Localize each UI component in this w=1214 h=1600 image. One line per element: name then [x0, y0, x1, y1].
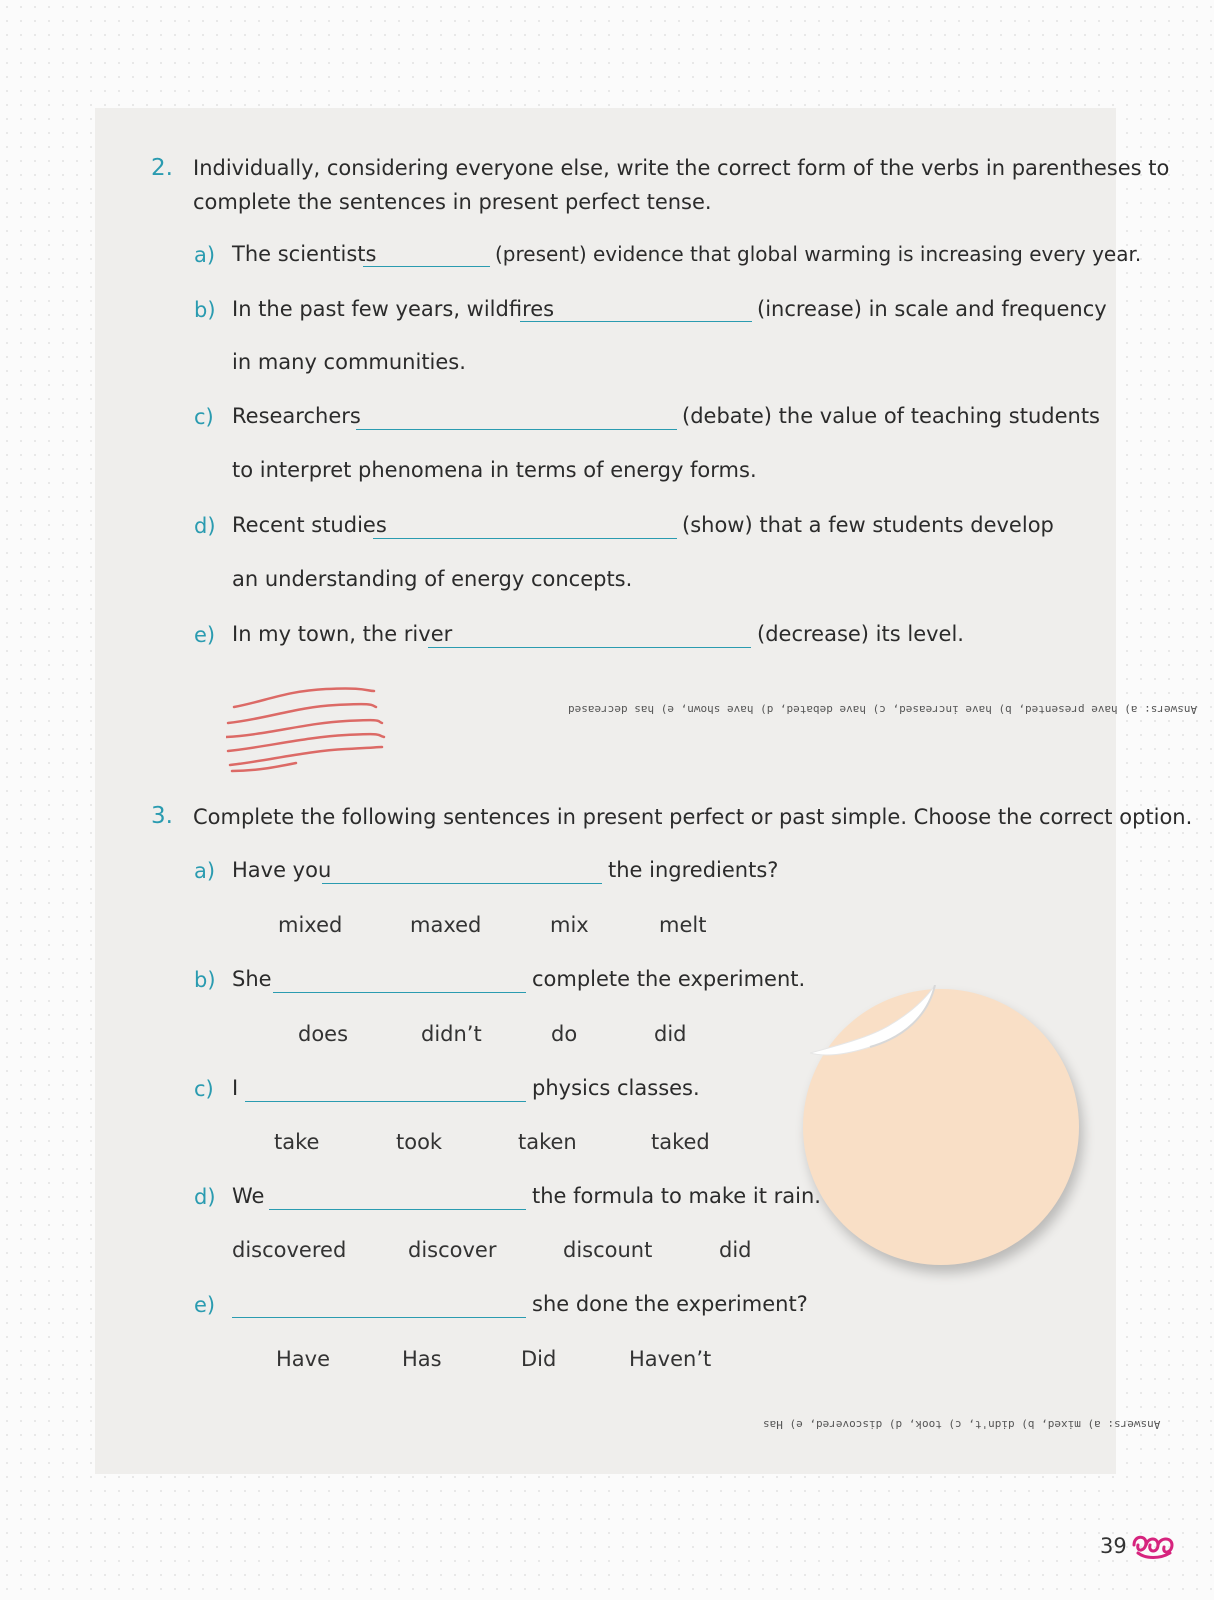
q3-item-e-blank[interactable]	[232, 1317, 526, 1318]
q3-item-e-letter: e)	[194, 1293, 216, 1317]
q2-item-d-before: Recent studies	[232, 513, 387, 537]
q3-item-d-before: We	[232, 1184, 265, 1208]
q3-item-d-option[interactable]: discovered	[232, 1238, 347, 1262]
question-3-number: 3.	[151, 803, 173, 829]
q3-item-d-option[interactable]: discover	[408, 1238, 497, 1262]
q3-item-c-option[interactable]: taked	[651, 1130, 710, 1154]
q3-item-e-option[interactable]: Haven’t	[629, 1347, 712, 1371]
q3-item-a-option[interactable]: mixed	[278, 913, 343, 937]
q2-item-c-before: Researchers	[232, 404, 361, 428]
q3-item-c-letter: c)	[194, 1077, 214, 1101]
q3-item-b-option[interactable]: didn’t	[421, 1022, 482, 1046]
q2-item-d-blank[interactable]	[373, 538, 677, 539]
q2-item-c-continuation: to interpret phenomena in terms of energy forms.	[232, 458, 757, 482]
q2-item-e-blank[interactable]	[428, 647, 751, 648]
q2-item-d-continuation: an understanding of energy concepts.	[232, 567, 633, 591]
q3-item-e-option[interactable]: Have	[276, 1347, 331, 1371]
q2-item-c-after: (debate) the value of teaching students	[682, 404, 1101, 428]
peeled-corner-icon	[810, 985, 950, 1065]
q2-item-a-blank[interactable]	[363, 266, 490, 267]
q3-item-c-before: I	[232, 1076, 239, 1100]
q2-item-c-letter: c)	[194, 405, 214, 429]
q3-item-b-blank[interactable]	[273, 992, 526, 993]
q3-item-e-after: she done the experiment?	[532, 1292, 808, 1316]
q2-item-e-letter: e)	[194, 623, 216, 647]
q2-answers-upside-down: Answers: a) have presented, b) have increased, c) have debated, d) have shown, e) has decreased	[568, 703, 1198, 716]
q3-answers-upside-down: Answers: a) mixed, b) didn't, c) took, d) discovered, e) Has	[763, 1418, 1161, 1431]
q3-item-d-after: the formula to make it rain.	[532, 1184, 821, 1208]
q2-item-b-blank[interactable]	[520, 321, 752, 322]
q3-item-c-blank[interactable]	[245, 1101, 526, 1102]
q2-item-b-letter: b)	[194, 298, 216, 322]
q3-item-c-after: physics classes.	[532, 1076, 700, 1100]
q2-item-b-continuation: in many communities.	[232, 350, 466, 374]
q3-item-a-blank[interactable]	[322, 883, 602, 884]
q2-item-a-after: (present) evidence that global warming is increasing every year.	[495, 242, 1142, 266]
q3-item-e-option[interactable]: Has	[402, 1347, 442, 1371]
q3-item-c-option[interactable]: taken	[518, 1130, 577, 1154]
q3-item-b-option[interactable]: do	[551, 1022, 578, 1046]
q3-item-a-before: Have you	[232, 858, 332, 882]
q3-item-b-option[interactable]: does	[298, 1022, 349, 1046]
q2-item-a-letter: a)	[194, 243, 216, 267]
q2-item-a-before: The scientists	[232, 242, 377, 266]
q2-item-b-before: In the past few years, wildfires	[232, 297, 555, 321]
q2-item-e-after: (decrease) its level.	[757, 622, 964, 646]
q3-item-b-option[interactable]: did	[654, 1022, 687, 1046]
q2-item-b-after: (increase) in scale and frequency	[757, 297, 1107, 321]
postmark-stamp-icon	[226, 685, 386, 775]
q3-item-c-option[interactable]: took	[396, 1130, 443, 1154]
question-2-instruction-line2: complete the sentences in present perfect tense.	[193, 190, 712, 214]
q3-item-b-before: She	[232, 967, 272, 991]
q3-item-d-option[interactable]: did	[719, 1238, 752, 1262]
q2-item-d-letter: d)	[194, 514, 216, 538]
page-number: 39	[1100, 1534, 1127, 1558]
q3-item-c-option[interactable]: take	[274, 1130, 320, 1154]
q3-item-b-after: complete the experiment.	[532, 967, 806, 991]
q3-item-b-letter: b)	[194, 968, 216, 992]
q3-item-d-letter: d)	[194, 1185, 216, 1209]
q2-item-d-after: (show) that a few students develop	[682, 513, 1054, 537]
question-3-instruction: Complete the following sentences in present perfect or past simple. Choose the correct option.	[193, 805, 1193, 829]
q2-item-e-before: In my town, the river	[232, 622, 453, 646]
publisher-logo-icon	[1130, 1531, 1178, 1561]
q3-item-a-option[interactable]: mix	[550, 913, 589, 937]
q3-item-a-option[interactable]: maxed	[410, 913, 482, 937]
question-2-instruction-line1: Individually, considering everyone else, write the correct form of the verbs in parentheses to	[193, 156, 1170, 180]
q2-item-c-blank[interactable]	[356, 429, 677, 430]
q3-item-d-blank[interactable]	[269, 1209, 526, 1210]
q3-item-d-option[interactable]: discount	[563, 1238, 653, 1262]
q3-item-a-after: the ingredients?	[608, 858, 779, 882]
q3-item-a-option[interactable]: melt	[659, 913, 707, 937]
q3-item-e-option[interactable]: Did	[521, 1347, 557, 1371]
q3-item-a-letter: a)	[194, 859, 216, 883]
question-2-number: 2.	[151, 155, 173, 181]
